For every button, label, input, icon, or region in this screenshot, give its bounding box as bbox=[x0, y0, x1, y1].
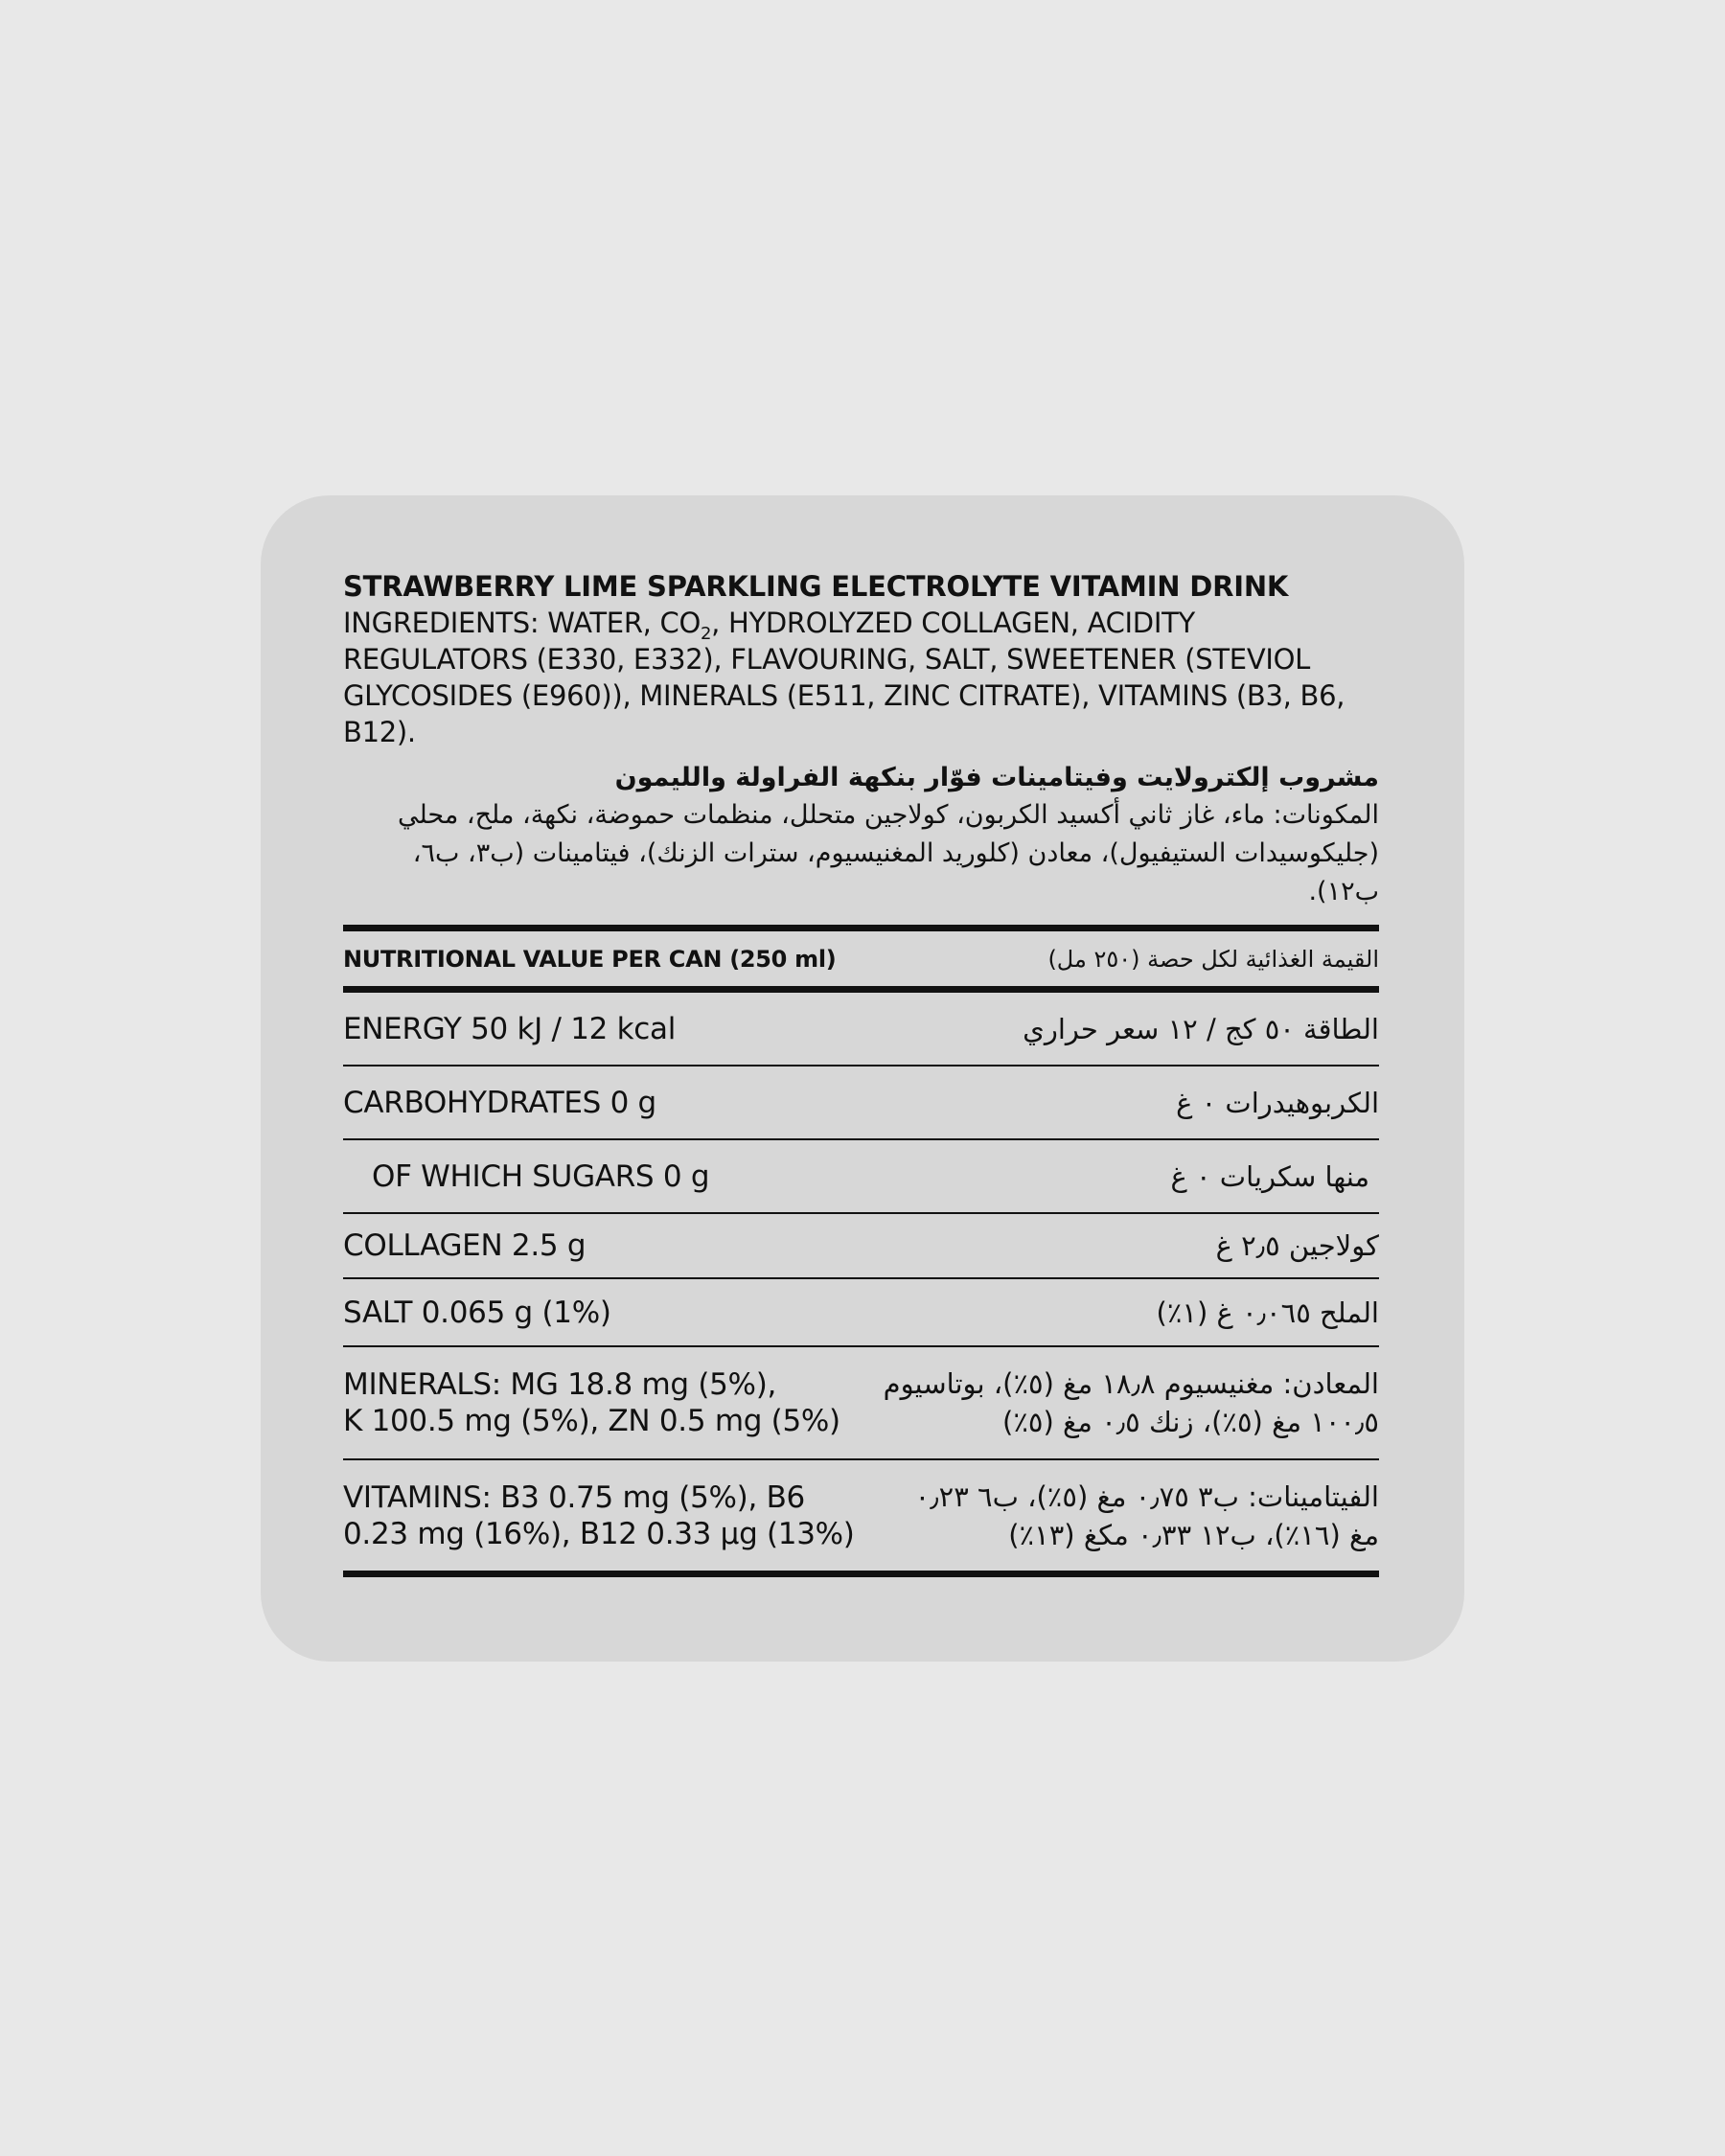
minerals-ar-line2: ١٠٠٫٥ مغ (٥٪)، زنك ٠٫٥ مغ (٥٪) bbox=[1002, 1406, 1379, 1438]
vitamins-en-line1: VITAMINS: B3 0.75 mg (5%), B6 bbox=[343, 1479, 805, 1515]
vitamins-en-line2: 0.23 mg (16%), B12 0.33 µg (13%) bbox=[343, 1516, 855, 1551]
vitamins-ar-line1: الفيتامينات: ب٣ ٠٫٧٥ مغ (٥٪)، ب٦ ٠٫٢٣ bbox=[914, 1479, 1379, 1513]
nutrition-header-en: NUTRITIONAL VALUE PER CAN (250 ml) bbox=[343, 945, 837, 973]
nutrition-table bbox=[343, 925, 1379, 1577]
nutrition-row-collagen bbox=[343, 1214, 1379, 1279]
nutrition-row-vitamins bbox=[343, 1460, 1379, 1577]
nutrition-row-salt bbox=[343, 1279, 1379, 1347]
nutrition-row-sugars bbox=[343, 1140, 1379, 1214]
nutrition-row-minerals bbox=[343, 1347, 1379, 1460]
salt-en: SALT 0.065 g (1%) bbox=[343, 1295, 611, 1330]
energy-en: ENERGY 50 kJ / 12 kcal bbox=[343, 1011, 677, 1046]
carbohydrates-en: CARBOHYDRATES 0 g bbox=[343, 1085, 656, 1120]
sugars-en: OF WHICH SUGARS 0 g bbox=[372, 1158, 710, 1194]
carbohydrates-ar: الكربوهيدرات ٠ غ bbox=[1176, 1086, 1379, 1119]
minerals-en bbox=[343, 1366, 840, 1439]
minerals-en-line1: MINERALS: MG 18.8 mg (5%), bbox=[343, 1367, 777, 1402]
ingredients-en-part2: , HYDROLYZED COLLAGEN, ACIDITY REGULATORS (E330, E332), FLAVOURING, SALT, SWEETENER (STEVIOL GLYCOSIDES (E960)), MINERALS (E511, ZINC CITRATE), VITAMINS (B3, B6, B12). bbox=[343, 607, 1346, 748]
minerals-en-line2: K 100.5 mg (5%), ZN 0.5 mg (5%) bbox=[343, 1404, 840, 1438]
collagen-ar: كولاجين ٢٫٥ غ bbox=[1215, 1229, 1379, 1262]
vitamins-ar-line2: مغ (١٦٪)، ب١٢ ٠٫٣٣ مكغ (١٣٪) bbox=[1008, 1518, 1379, 1551]
nutrition-header-ar: القيمة الغذائية لكل حصة (٢٥٠ مل) bbox=[1047, 945, 1379, 973]
salt-ar: الملح ٠٫٠٦٥ غ (١٪) bbox=[1156, 1296, 1379, 1329]
ingredients-en bbox=[343, 605, 1379, 750]
ingredients-en-part1: INGREDIENTS: WATER, CO bbox=[343, 607, 701, 639]
nutrition-header-row bbox=[343, 931, 1379, 993]
label-content bbox=[343, 568, 1379, 1577]
nutrition-row-energy bbox=[343, 993, 1379, 1067]
collagen-en: COLLAGEN 2.5 g bbox=[343, 1228, 586, 1263]
minerals-ar-line1: المعادن: مغنيسيوم ١٨٫٨ مغ (٥٪)، بوتاسيوم bbox=[883, 1367, 1379, 1400]
sugars-ar: منها سكريات ٠ غ bbox=[1170, 1159, 1369, 1193]
vitamins-ar bbox=[915, 1478, 1379, 1554]
energy-ar: الطاقة ٥٠ كج / ١٢ سعر حراري bbox=[1023, 1012, 1379, 1045]
vitamins-en bbox=[343, 1479, 855, 1552]
minerals-ar bbox=[884, 1365, 1379, 1441]
ingredients-en-subscript: 2 bbox=[700, 623, 712, 644]
nutrition-label-card bbox=[261, 495, 1464, 1662]
product-title-en: STRAWBERRY LIME SPARKLING ELECTROLYTE VITAMIN DRINK bbox=[343, 570, 1289, 603]
ingredients-ar: المكونات: ماء، غاز ثاني أكسيد الكربون، كولاجين متحلل، منظمات حموضة، نكهة، ملح، محلي (جليكوسيدات الستيفيول)، معادن (كلوريد المغنيسيوم، سترات الزنك)، فيتامينات (ب٣، ب٦، ب١٢). bbox=[397, 800, 1379, 906]
nutrition-row-carbohydrates bbox=[343, 1067, 1379, 1140]
product-title-ar: مشروب إلكترولايت وفيتامينات فوّار بنكهة الفراولة والليمون bbox=[614, 763, 1379, 792]
